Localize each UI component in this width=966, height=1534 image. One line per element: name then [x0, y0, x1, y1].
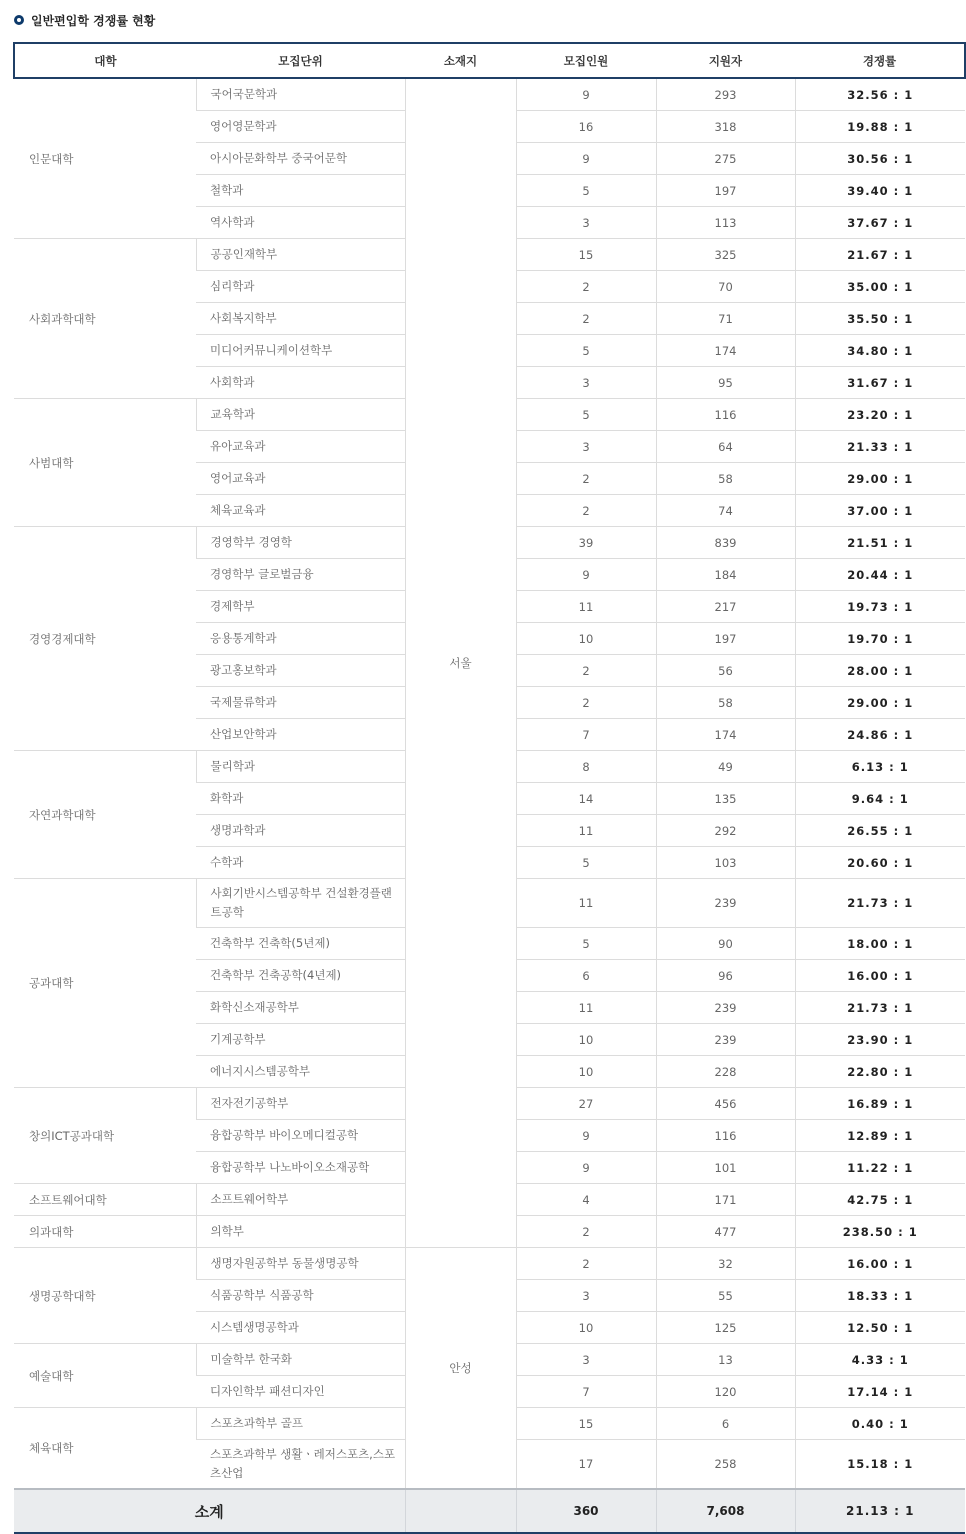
unit-cell: 산업보안학과 [196, 719, 405, 751]
quota-cell: 2 [516, 463, 656, 495]
ratio-cell: 6.13 : 1 [795, 751, 965, 783]
unit-cell: 시스템생명공학과 [196, 1312, 405, 1344]
applicants-cell: 74 [656, 495, 795, 527]
applicants-cell: 55 [656, 1280, 795, 1312]
college-cell: 의과대학 [14, 1216, 196, 1248]
ratio-cell: 12.89 : 1 [795, 1120, 965, 1152]
ratio-cell: 21.73 : 1 [795, 879, 965, 928]
ratio-cell: 22.80 : 1 [795, 1056, 965, 1088]
quota-cell: 3 [516, 207, 656, 239]
ratio-cell: 18.33 : 1 [795, 1280, 965, 1312]
section-title [14, 9, 155, 31]
college-cell: 자연과학대학 [14, 751, 196, 879]
unit-cell: 사회학과 [196, 367, 405, 399]
ratio-cell: 32.56 : 1 [795, 78, 965, 111]
quota-cell: 2 [516, 495, 656, 527]
unit-cell: 국제물류학과 [196, 687, 405, 719]
quota-cell: 2 [516, 303, 656, 335]
quota-cell: 14 [516, 783, 656, 815]
quota-cell: 16 [516, 111, 656, 143]
applicants-cell: 839 [656, 527, 795, 559]
applicants-cell: 64 [656, 431, 795, 463]
quota-cell: 3 [516, 431, 656, 463]
ratio-cell: 42.75 : 1 [795, 1184, 965, 1216]
unit-cell: 사회복지학부 [196, 303, 405, 335]
applicants-cell: 184 [656, 559, 795, 591]
college-cell: 경영경제대학 [14, 527, 196, 751]
quota-cell: 9 [516, 559, 656, 591]
table-row [14, 78, 965, 111]
quota-cell: 11 [516, 879, 656, 928]
header-ratio: 경쟁률 [795, 43, 965, 78]
unit-cell: 물리학과 [196, 751, 405, 783]
ratio-cell: 21.51 : 1 [795, 527, 965, 559]
unit-cell: 영어영문학과 [196, 111, 405, 143]
unit-cell: 디자인학부 패션디자인 [196, 1376, 405, 1408]
section-title-text: 일반편입학 경쟁률 현황 [31, 13, 156, 28]
quota-cell: 9 [516, 1120, 656, 1152]
unit-cell: 식품공학부 식품공학 [196, 1280, 405, 1312]
quota-cell: 5 [516, 847, 656, 879]
summary-applicants: 7,608 [656, 1489, 795, 1533]
quota-cell: 11 [516, 815, 656, 847]
unit-cell: 스포츠과학부 생활ㆍ레저스포츠,스포츠산업 [196, 1440, 405, 1490]
applicants-cell: 239 [656, 879, 795, 928]
quota-cell: 17 [516, 1440, 656, 1490]
unit-cell: 미술학부 한국화 [196, 1344, 405, 1376]
unit-cell: 아시아문화학부 중국어문학 [196, 143, 405, 175]
ratio-cell: 23.20 : 1 [795, 399, 965, 431]
ratio-cell: 23.90 : 1 [795, 1024, 965, 1056]
summary-row [14, 1489, 965, 1533]
unit-cell: 경영학부 경영학 [196, 527, 405, 559]
unit-cell: 기계공학부 [196, 1024, 405, 1056]
applicants-cell: 197 [656, 175, 795, 207]
applicants-cell: 32 [656, 1248, 795, 1280]
header-location: 소재지 [405, 43, 516, 78]
summary-quota: 360 [516, 1489, 656, 1533]
unit-cell: 융합공학부 바이오메디컬공학 [196, 1120, 405, 1152]
ratio-cell: 16.00 : 1 [795, 960, 965, 992]
ratio-cell: 238.50 : 1 [795, 1216, 965, 1248]
unit-cell: 응용통계학과 [196, 623, 405, 655]
ratio-cell: 35.00 : 1 [795, 271, 965, 303]
college-cell: 사범대학 [14, 399, 196, 527]
unit-cell: 사회기반시스템공학부 건설환경플랜트공학 [196, 879, 405, 928]
ratio-cell: 37.67 : 1 [795, 207, 965, 239]
quota-cell: 11 [516, 992, 656, 1024]
unit-cell: 공공인재학부 [196, 239, 405, 271]
unit-cell: 소프트웨어학부 [196, 1184, 405, 1216]
quota-cell: 2 [516, 1216, 656, 1248]
applicants-cell: 13 [656, 1344, 795, 1376]
quota-cell: 3 [516, 367, 656, 399]
quota-cell: 10 [516, 623, 656, 655]
applicants-cell: 6 [656, 1408, 795, 1440]
bullet-circle-icon [14, 15, 24, 25]
applicants-cell: 56 [656, 655, 795, 687]
ratio-cell: 21.33 : 1 [795, 431, 965, 463]
quota-cell: 2 [516, 1248, 656, 1280]
applicants-cell: 318 [656, 111, 795, 143]
applicants-cell: 171 [656, 1184, 795, 1216]
applicants-cell: 293 [656, 78, 795, 111]
applicants-cell: 217 [656, 591, 795, 623]
ratio-cell: 37.00 : 1 [795, 495, 965, 527]
applicants-cell: 49 [656, 751, 795, 783]
quota-cell: 2 [516, 687, 656, 719]
ratio-cell: 19.73 : 1 [795, 591, 965, 623]
ratio-cell: 12.50 : 1 [795, 1312, 965, 1344]
applicants-cell: 477 [656, 1216, 795, 1248]
ratio-cell: 24.86 : 1 [795, 719, 965, 751]
applicants-cell: 58 [656, 463, 795, 495]
applicants-cell: 197 [656, 623, 795, 655]
unit-cell: 에너지시스템공학부 [196, 1056, 405, 1088]
header-applicants: 지원자 [656, 43, 795, 78]
applicants-cell: 174 [656, 335, 795, 367]
unit-cell: 철학과 [196, 175, 405, 207]
ratio-cell: 28.00 : 1 [795, 655, 965, 687]
ratio-cell: 19.88 : 1 [795, 111, 965, 143]
applicants-cell: 71 [656, 303, 795, 335]
quota-cell: 15 [516, 239, 656, 271]
quota-cell: 4 [516, 1184, 656, 1216]
ratio-cell: 0.40 : 1 [795, 1408, 965, 1440]
applicants-cell: 70 [656, 271, 795, 303]
ratio-cell: 11.22 : 1 [795, 1152, 965, 1184]
quota-cell: 9 [516, 78, 656, 111]
unit-cell: 생명과학과 [196, 815, 405, 847]
applicants-cell: 96 [656, 960, 795, 992]
ratio-cell: 21.73 : 1 [795, 992, 965, 1024]
quota-cell: 5 [516, 175, 656, 207]
applicants-cell: 116 [656, 399, 795, 431]
unit-cell: 건축학부 건축공학(4년제) [196, 960, 405, 992]
unit-cell: 심리학과 [196, 271, 405, 303]
applicants-cell: 113 [656, 207, 795, 239]
quota-cell: 6 [516, 960, 656, 992]
quota-cell: 7 [516, 719, 656, 751]
ratio-cell: 16.00 : 1 [795, 1248, 965, 1280]
college-cell: 사회과학대학 [14, 239, 196, 399]
ratio-cell: 20.44 : 1 [795, 559, 965, 591]
summary-ratio: 21.13 : 1 [795, 1489, 965, 1533]
quota-cell: 3 [516, 1344, 656, 1376]
unit-cell: 경영학부 글로벌금융 [196, 559, 405, 591]
applicants-cell: 325 [656, 239, 795, 271]
quota-cell: 5 [516, 399, 656, 431]
header-college: 대학 [14, 43, 196, 78]
quota-cell: 2 [516, 655, 656, 687]
applicants-cell: 258 [656, 1440, 795, 1490]
applicants-cell: 174 [656, 719, 795, 751]
quota-cell: 9 [516, 1152, 656, 1184]
unit-cell: 체육교육과 [196, 495, 405, 527]
applicants-cell: 239 [656, 1024, 795, 1056]
unit-cell: 스포츠과학부 골프 [196, 1408, 405, 1440]
ratio-cell: 19.70 : 1 [795, 623, 965, 655]
unit-cell: 의학부 [196, 1216, 405, 1248]
applicants-cell: 103 [656, 847, 795, 879]
unit-cell: 미디어커뮤니케이션학부 [196, 335, 405, 367]
ratio-cell: 20.60 : 1 [795, 847, 965, 879]
unit-cell: 건축학부 건축학(5년제) [196, 928, 405, 960]
summary-label: 소계 [14, 1489, 405, 1533]
ratio-cell: 21.67 : 1 [795, 239, 965, 271]
unit-cell: 융합공학부 나노바이오소재공학 [196, 1152, 405, 1184]
ratio-cell: 29.00 : 1 [795, 463, 965, 495]
unit-cell: 광고홍보학과 [196, 655, 405, 687]
unit-cell: 수학과 [196, 847, 405, 879]
quota-cell: 5 [516, 335, 656, 367]
unit-cell: 역사학과 [196, 207, 405, 239]
applicants-cell: 275 [656, 143, 795, 175]
applicants-cell: 228 [656, 1056, 795, 1088]
unit-cell: 전자전기공학부 [196, 1088, 405, 1120]
unit-cell: 화학신소재공학부 [196, 992, 405, 1024]
unit-cell: 유아교육과 [196, 431, 405, 463]
unit-cell: 화학과 [196, 783, 405, 815]
quota-cell: 9 [516, 143, 656, 175]
unit-cell: 경제학부 [196, 591, 405, 623]
ratio-cell: 35.50 : 1 [795, 303, 965, 335]
ratio-cell: 18.00 : 1 [795, 928, 965, 960]
location-cell: 서울 [405, 78, 516, 1248]
applicants-cell: 90 [656, 928, 795, 960]
applicants-cell: 135 [656, 783, 795, 815]
applicants-cell: 125 [656, 1312, 795, 1344]
ratio-cell: 26.55 : 1 [795, 815, 965, 847]
quota-cell: 5 [516, 928, 656, 960]
quota-cell: 10 [516, 1024, 656, 1056]
applicants-cell: 116 [656, 1120, 795, 1152]
quota-cell: 11 [516, 591, 656, 623]
quota-cell: 7 [516, 1376, 656, 1408]
college-cell: 인문대학 [14, 78, 196, 239]
unit-cell: 영어교육과 [196, 463, 405, 495]
college-cell: 체육대학 [14, 1408, 196, 1490]
table-header-row [14, 43, 965, 78]
quota-cell: 15 [516, 1408, 656, 1440]
college-cell: 소프트웨어대학 [14, 1184, 196, 1216]
applicants-cell: 58 [656, 687, 795, 719]
quota-cell: 39 [516, 527, 656, 559]
quota-cell: 27 [516, 1088, 656, 1120]
ratio-cell: 30.56 : 1 [795, 143, 965, 175]
table-body [14, 78, 965, 1489]
college-cell: 공과대학 [14, 879, 196, 1088]
unit-cell: 국어국문학과 [196, 78, 405, 111]
applicants-cell: 456 [656, 1088, 795, 1120]
quota-cell: 2 [516, 271, 656, 303]
quota-cell: 3 [516, 1280, 656, 1312]
ratio-cell: 34.80 : 1 [795, 335, 965, 367]
unit-cell: 교육학과 [196, 399, 405, 431]
ratio-cell: 39.40 : 1 [795, 175, 965, 207]
ratio-cell: 29.00 : 1 [795, 687, 965, 719]
ratio-cell: 15.18 : 1 [795, 1440, 965, 1490]
college-cell: 창의ICT공과대학 [14, 1088, 196, 1184]
applicants-cell: 120 [656, 1376, 795, 1408]
ratio-cell: 31.67 : 1 [795, 367, 965, 399]
applicants-cell: 95 [656, 367, 795, 399]
summary-location [405, 1489, 516, 1533]
college-cell: 생명공학대학 [14, 1248, 196, 1344]
ratio-cell: 16.89 : 1 [795, 1088, 965, 1120]
table-row [14, 1248, 965, 1280]
header-quota: 모집인원 [516, 43, 656, 78]
quota-cell: 10 [516, 1312, 656, 1344]
quota-cell: 8 [516, 751, 656, 783]
unit-cell: 생명자원공학부 동물생명공학 [196, 1248, 405, 1280]
competition-rate-table [13, 42, 966, 1534]
ratio-cell: 9.64 : 1 [795, 783, 965, 815]
quota-cell: 10 [516, 1056, 656, 1088]
location-cell: 안성 [405, 1248, 516, 1490]
ratio-cell: 17.14 : 1 [795, 1376, 965, 1408]
header-unit: 모집단위 [196, 43, 405, 78]
ratio-cell: 4.33 : 1 [795, 1344, 965, 1376]
college-cell: 예술대학 [14, 1344, 196, 1408]
applicants-cell: 101 [656, 1152, 795, 1184]
applicants-cell: 292 [656, 815, 795, 847]
applicants-cell: 239 [656, 992, 795, 1024]
